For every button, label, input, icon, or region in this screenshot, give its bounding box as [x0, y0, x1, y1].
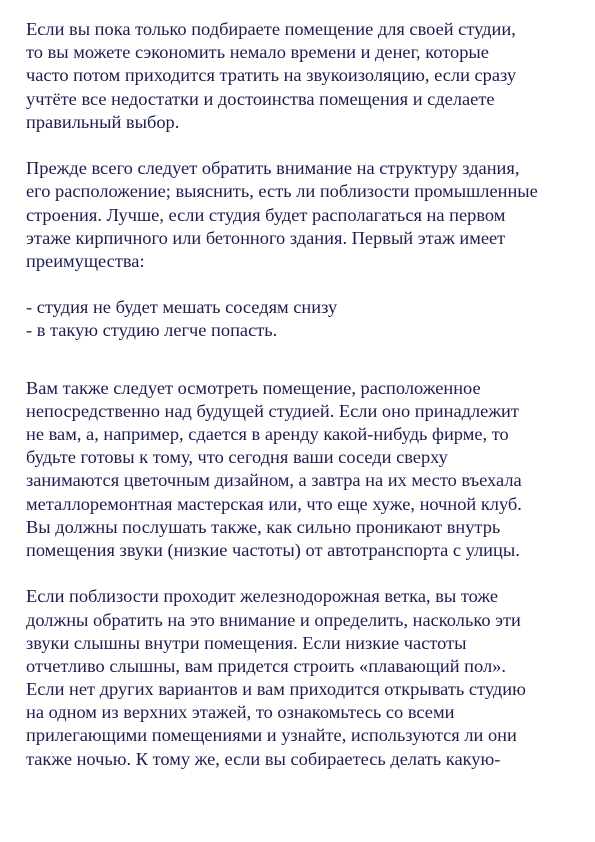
- text-line: Если нет других вариантов и вам приходится открывать студию: [26, 679, 526, 700]
- paragraph-spacer: [26, 562, 586, 585]
- text-line: отчетливо слышны, вам придется строить «плавающий пол».: [26, 655, 506, 676]
- list-item: - в такую студию легче попасть.: [26, 320, 278, 341]
- text-line: правильный выбор.: [26, 111, 180, 132]
- text-line: должны обратить на это внимание и определить, насколько эти: [26, 609, 521, 630]
- text-line: строения. Лучше, если студия будет располагаться на первом: [26, 204, 506, 225]
- text-line: металлоремонтная мастерская или, что еще хуже, ночной клуб.: [26, 493, 522, 514]
- text-line: Если поблизости проходит железнодорожная ветка, вы тоже: [26, 586, 498, 607]
- text-line: часто потом приходится тратить на звукоизоляцию, если сразу: [26, 65, 517, 86]
- text-line: Если вы пока только подбираете помещение для своей студии,: [26, 19, 516, 39]
- text-line: также ночью. К тому же, если вы собираетесь делать какую-: [26, 748, 501, 769]
- paragraph-1: [26, 18, 586, 134]
- text-line: его расположение; выяснить, есть ли поблизости промышленные: [26, 181, 538, 202]
- text-line: Вы должны послушать также, как сильно проникают внутрь: [26, 516, 501, 537]
- text-line: преимущества:: [26, 250, 145, 271]
- paragraph-spacer: [26, 343, 586, 377]
- text-line: этаже кирпичного или бетонного здания. Первый этаж имеет: [26, 227, 506, 248]
- paragraph-2: [26, 157, 586, 273]
- text-line: помещения звуки (низкие частоты) от автотранспорта с улицы.: [26, 539, 520, 560]
- text-line: на одном из верхних этажей, то ознакомьтесь со всеми: [26, 702, 455, 723]
- text-line: непосредственно над будущей студией. Если оно принадлежит: [26, 400, 519, 421]
- text-line: не вам, а, например, сдается в аренду какой-нибудь фирме, то: [26, 424, 509, 444]
- text-line: Вам также следует осмотреть помещение, расположенное: [26, 377, 481, 398]
- list-item: - студия не будет мешать соседям снизу: [26, 297, 338, 318]
- text-line: прилегающими помещениями и узнайте, используются ли они: [26, 725, 517, 746]
- text-line: то вы можете сэкономить немало времени и денег, которые: [26, 42, 489, 63]
- paragraph-spacer: [26, 273, 586, 296]
- text-line: Прежде всего следует обратить внимание на структуру здания,: [26, 158, 520, 179]
- text-line: учтёте все недостатки и достоинства помещения и сделаете: [26, 88, 495, 109]
- text-line: звуки слышны внутри помещения. Если низкие частоты: [26, 632, 467, 653]
- body-text: [26, 18, 586, 771]
- text-line: будьте готовы к тому, что сегодня ваши соседи сверху: [26, 447, 448, 468]
- paragraph-spacer: [26, 134, 586, 157]
- text-line: занимаются цветочным дизайном, а завтра на их место въехала: [26, 470, 522, 491]
- paragraph-4: [26, 585, 586, 771]
- paragraph-3: [26, 377, 586, 563]
- bullet-list: [26, 296, 586, 342]
